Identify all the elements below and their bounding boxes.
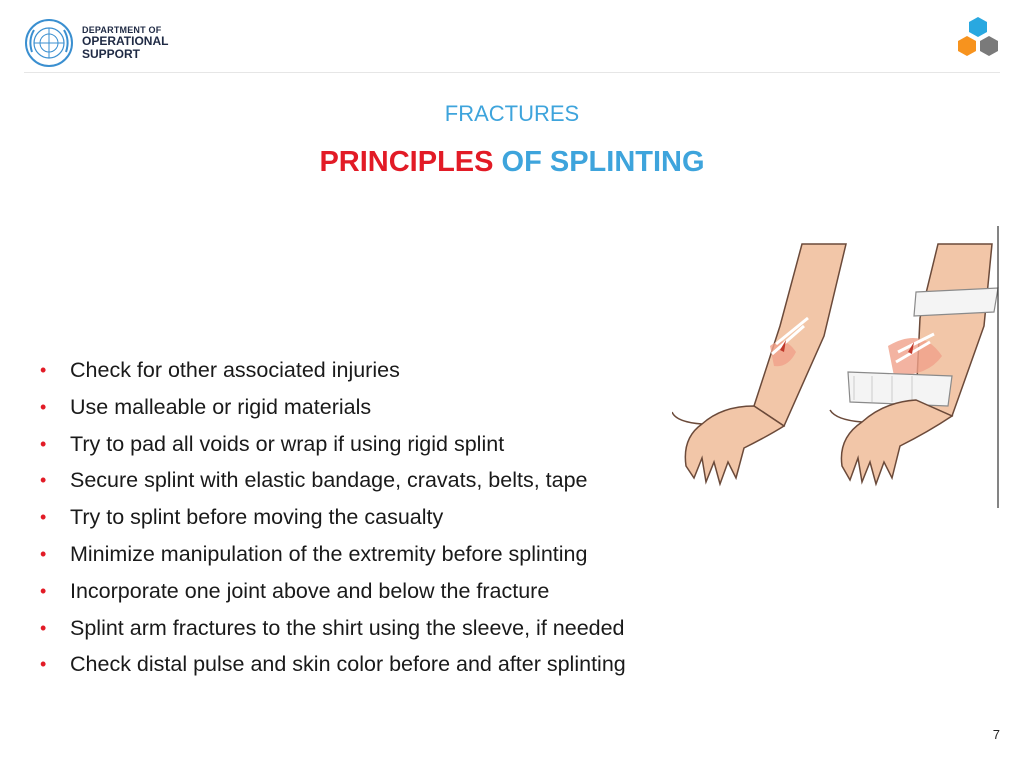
hexagon-cluster-logo-icon (952, 15, 1004, 67)
bullet-list (40, 352, 626, 683)
splinted-arm (830, 244, 998, 484)
list-item (40, 352, 626, 389)
list-item (40, 389, 626, 426)
bullet-text: Incorporate one joint above and below the fracture (70, 578, 550, 603)
list-item (40, 499, 626, 536)
bullet-dot-icon: • (40, 617, 47, 638)
bullet-text: Splint arm fractures to the shirt using the sleeve, if needed (70, 615, 625, 640)
dos-logo (24, 18, 168, 68)
list-item (40, 536, 626, 573)
bullet-text: Use malleable or rigid materials (70, 394, 372, 419)
header-divider (24, 72, 1000, 73)
bullet-text: Secure splint with elastic bandage, cravats, belts, tape (70, 468, 588, 493)
page-number: 7 (992, 727, 1000, 742)
bullet-text: Minimize manipulation of the extremity before splinting (70, 541, 588, 566)
dept-line-3: SUPPORT (82, 46, 141, 61)
bullet-dot-icon: • (40, 360, 47, 380)
bullet-dot-icon: • (40, 470, 47, 491)
list-item (40, 426, 626, 463)
list-item (40, 610, 626, 647)
fractured-arm (672, 244, 846, 484)
list-item (40, 462, 626, 499)
bullet-text: Try to pad all voids or wrap if using rigid splint (70, 431, 505, 456)
bullet-dot-icon: • (40, 543, 47, 564)
bullet-dot-icon: • (40, 580, 47, 601)
dept-line-1: DEPARTMENT OF (82, 24, 162, 35)
bullet-dot-icon: • (40, 507, 47, 528)
bullet-text: Check for other associated injuries (70, 358, 400, 382)
arm-fracture-splint-illustration (672, 226, 1002, 508)
un-emblem-icon (24, 18, 74, 68)
slide-subtitle: FRACTURES (444, 101, 580, 126)
list-item (40, 646, 626, 683)
bullet-dot-icon: • (40, 654, 47, 675)
slide-title (0, 146, 1024, 179)
title-part-1: PRINCIPLES (319, 146, 494, 178)
bullet-text: Check distal pulse and skin color before and after splinting (70, 652, 626, 677)
bullet-text: Try to splint before moving the casualty (70, 505, 444, 530)
bullet-dot-icon: • (40, 396, 47, 417)
list-item (40, 573, 626, 610)
dept-line-2: OPERATIONAL (82, 34, 169, 49)
title-part-2: OF SPLINTING (501, 146, 705, 178)
bullet-dot-icon: • (40, 433, 47, 454)
